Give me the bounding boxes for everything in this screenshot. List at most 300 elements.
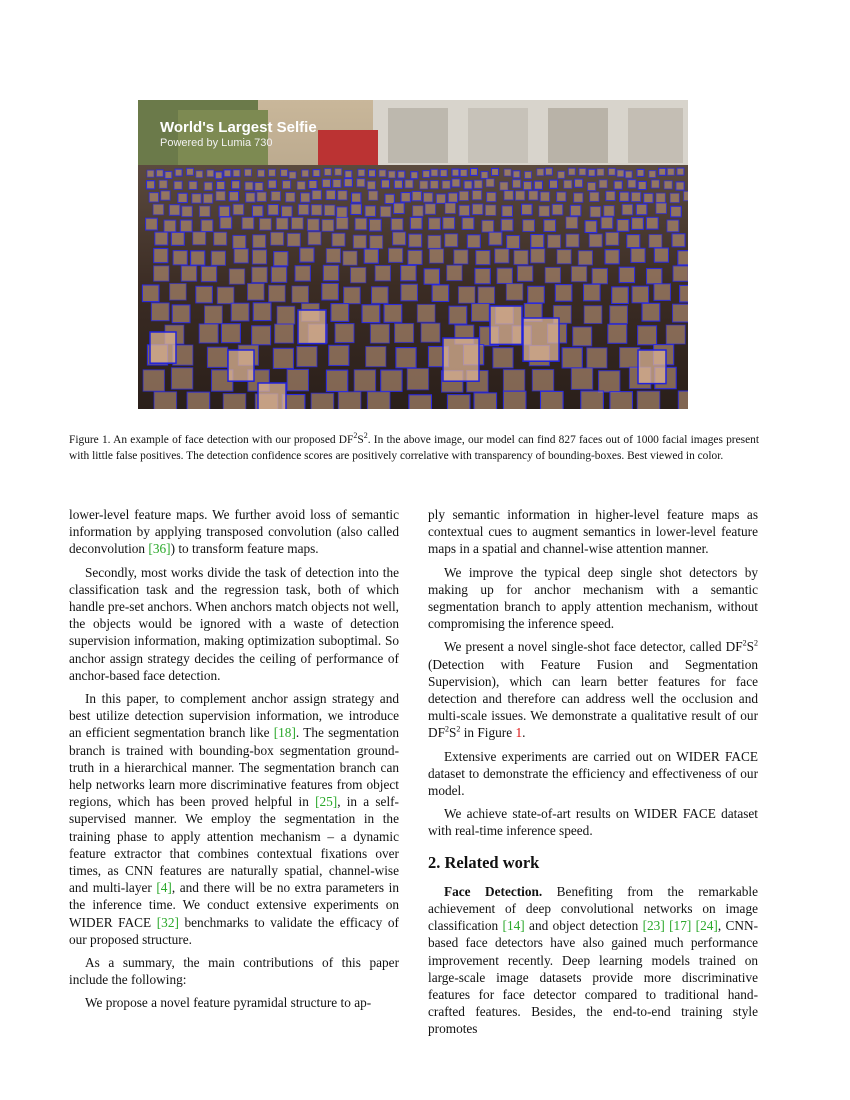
face-detection-box: [507, 236, 520, 249]
paragraph: As a summary, the main contributions of this paper include the following:: [69, 955, 399, 988]
face-detection-box: [532, 370, 553, 391]
face-detection-box: [474, 393, 497, 409]
face-detection-box: [275, 324, 294, 343]
face-detection-box: [204, 182, 212, 190]
face-detection-box: [276, 218, 288, 230]
face-detection-box: [667, 168, 674, 175]
face-detection-box: [592, 268, 607, 283]
contribution-item: We propose a novel feature pyramidal structure to ap-: [85, 995, 372, 1011]
face-detection-box: [353, 235, 366, 248]
face-detection-box: [601, 217, 613, 229]
face-detection-box: [459, 191, 468, 200]
face-detection-box: [500, 182, 508, 190]
face-detection-box: [504, 169, 511, 176]
face-detection-box: [246, 193, 255, 202]
face-detection-box: [571, 368, 592, 389]
face-detection-box: [154, 249, 168, 263]
face-detection-box: [548, 235, 561, 248]
face-detection-box: [368, 191, 377, 200]
face-detection-box: [153, 204, 164, 215]
face-detection-box: [672, 234, 685, 247]
face-detection-box: [175, 169, 182, 176]
citation-link[interactable]: [14]: [502, 918, 525, 934]
face-detection-box: [409, 395, 432, 409]
face-detection-box: [544, 220, 556, 232]
face-detection-box: [258, 383, 286, 409]
face-detection-box: [531, 249, 545, 263]
face-detection-box: [424, 269, 439, 284]
face-detection-box: [297, 347, 317, 367]
face-detection-box: [268, 180, 276, 188]
face-detection-box: [169, 205, 180, 216]
face-detection-box: [338, 191, 347, 200]
face-detection-box: [617, 170, 624, 177]
face-detection-box: [282, 206, 293, 217]
face-detection-box: [331, 304, 349, 322]
face-detection-box: [332, 233, 345, 246]
face-detection-box: [487, 192, 496, 201]
face-detection-box: [642, 303, 660, 321]
face-detection-box: [637, 391, 660, 409]
face-detection-box: [282, 181, 290, 189]
face-detection-box: [329, 345, 349, 365]
face-detection-box: [401, 193, 410, 202]
face-detection-box: [252, 267, 267, 282]
face-detection-box: [432, 285, 449, 302]
face-detection-box: [298, 204, 309, 215]
face-detection-box: [599, 180, 607, 188]
face-detection-box: [677, 168, 684, 175]
face-detection-box: [531, 235, 544, 248]
face-detection-box: [370, 236, 383, 249]
face-detection-box: [443, 217, 455, 229]
face-detection-box: [659, 168, 666, 175]
face-detection-box: [599, 371, 620, 392]
face-detection-box: [389, 248, 403, 262]
face-detection-box: [514, 250, 528, 264]
face-detection-box: [664, 181, 672, 189]
face-detection-box: [420, 181, 428, 189]
face-detection-box: [216, 191, 225, 200]
face-detection-box: [421, 323, 440, 342]
face-detection-box: [513, 180, 521, 188]
face-detection-box: [606, 232, 619, 245]
face-detection-box: [646, 217, 658, 229]
face-detection-box: [395, 324, 414, 343]
face-detection-box: [308, 232, 321, 245]
face-detection-box: [295, 266, 310, 281]
face-detection-box: [605, 250, 619, 264]
figure-caption: Figure 1. An example of face detection with our proposed $DF^2S^2$. In the above image, our model can find 827 faces out of 1000 facial images present with little false positives. The detection confidence scores are positively correlative with transparency of bounding-boxes. Best viewed in color.: [69, 431, 759, 462]
face-detection-box: [678, 251, 688, 265]
face-detection-box: [410, 217, 422, 229]
face-detection-box: [324, 169, 331, 176]
face-detection-box: [219, 206, 230, 217]
face-detection-box: [568, 168, 575, 175]
face-detection-box: [337, 207, 348, 218]
face-detection-box: [590, 207, 601, 218]
left-column: [69, 506, 399, 1018]
face-detection-box: [497, 268, 512, 283]
face-detection-box: [612, 287, 629, 304]
face-detection-box: [584, 306, 602, 324]
face-detection-box: [523, 318, 559, 361]
face-detection-box: [638, 181, 646, 189]
face-detection-box: [234, 249, 248, 263]
face-detection-box: [369, 219, 381, 231]
face-detection-box: [632, 218, 644, 230]
face-detection-box: [515, 191, 524, 200]
face-detection-box: [620, 192, 629, 201]
face-detection-box: [608, 168, 615, 175]
face-detection-box: [187, 168, 194, 175]
face-detection-box: [224, 170, 231, 177]
face-detection-box: [588, 169, 595, 176]
face-detection-box: [614, 181, 622, 189]
face-detection-box: [671, 206, 682, 217]
face-detection-box: [649, 235, 662, 248]
face-detection-box: [258, 170, 265, 177]
face-detection-box: [459, 205, 470, 216]
face-detection-box: [307, 219, 319, 231]
face-detection-box: [300, 248, 314, 262]
face-detection-box: [575, 179, 583, 187]
face-detection-box: [229, 192, 238, 201]
face-detection-box: [335, 324, 354, 343]
face-detection-box: [358, 169, 365, 176]
face-detection-box: [292, 286, 309, 303]
face-detection-box: [260, 218, 272, 230]
contribution-item: We achieve state-of-art results on WIDER FACE dataset with real-time inference speed.: [428, 806, 758, 839]
face-detection-box: [523, 182, 531, 190]
face-detection-box: [164, 220, 176, 232]
face-detection-box: [656, 193, 665, 202]
face-detection-box: [573, 327, 592, 346]
face-detection-box: [666, 325, 685, 344]
face-detection-box: [203, 194, 212, 203]
face-detection-box: [651, 180, 659, 188]
face-detection-box: [597, 169, 604, 176]
face-detection-box: [443, 338, 479, 381]
face-detection-box: [464, 181, 472, 189]
face-detection-box: [405, 180, 413, 188]
face-detection-box: [417, 304, 435, 322]
face-detection-box: [375, 266, 390, 281]
face-detection-box: [472, 304, 490, 322]
face-detection-box: [326, 190, 335, 199]
face-detection-box: [354, 370, 375, 391]
face-detection-box: [364, 249, 378, 263]
face-detection-box: [458, 287, 475, 304]
face-detection-box: [447, 265, 462, 280]
face-detection-box: [445, 234, 458, 247]
face-detection-box: [448, 193, 457, 202]
face-detection-box: [192, 194, 201, 203]
face-detection-box: [147, 170, 154, 177]
face-detection-box: [242, 217, 254, 229]
face-detection-box: [196, 171, 203, 178]
face-detection-box: [486, 179, 494, 187]
face-detection-box: [381, 180, 389, 188]
face-detection-box: [632, 286, 649, 303]
face-detection-box: [338, 392, 361, 409]
citation-link[interactable]: [32]: [156, 914, 179, 930]
face-detection-box: [454, 250, 468, 264]
face-detection-box: [471, 168, 478, 175]
face-detection-box: [393, 232, 406, 245]
face-detection-box: [207, 347, 227, 367]
face-detection-box: [425, 204, 436, 215]
face-detection-box: [271, 267, 286, 282]
face-detection-box: [214, 232, 227, 245]
face-detection-box: [379, 170, 386, 177]
face-detection-box: [271, 232, 284, 245]
face-detection-box: [155, 232, 168, 245]
contribution-item: Extensive experiments are carried out on WIDER FACE dataset to demonstrate the efficiency and effectiveness of our model.: [428, 748, 758, 799]
face-detection-box: [647, 269, 662, 284]
face-detection-box: [151, 303, 169, 321]
face-detection-box: [413, 206, 424, 217]
citation-link[interactable]: [36]: [148, 541, 171, 557]
face-detection-box: [257, 192, 266, 201]
face-detection-box: [248, 284, 265, 301]
face-detection-box: [394, 203, 405, 214]
face-detection-box: [344, 179, 352, 187]
face-detection-box: [171, 368, 192, 389]
citation-link[interactable]: [18]: [273, 725, 296, 741]
face-detection-box: [622, 204, 633, 215]
face-detection-box: [608, 324, 627, 343]
citation-link[interactable]: [23]: [642, 918, 665, 934]
face-detection-box: [365, 206, 376, 217]
face-detection-box: [423, 193, 432, 202]
face-detection-box: [232, 181, 240, 189]
face-detection-box: [345, 171, 352, 178]
face-detection-box: [570, 205, 581, 216]
face-detection-box: [654, 284, 671, 301]
citation-link[interactable]: [24]: [695, 918, 718, 934]
contribution-item: ply semantic information in higher-level feature maps as contextual cues to augment semantics in lower-level feature maps in a spatial and channel-wise attention manner.: [428, 507, 758, 557]
face-detection-box: [474, 180, 482, 188]
face-detection-box: [233, 235, 246, 248]
face-detection-box: [302, 170, 309, 177]
face-detection-box: [654, 248, 668, 262]
face-detection-box: [311, 205, 322, 216]
face-detection-box: [233, 204, 244, 215]
face-detection-box: [411, 172, 418, 179]
face-detection-box: [462, 218, 474, 230]
face-detection-box: [492, 169, 499, 176]
face-detection-box: [357, 179, 365, 187]
paragraph: Face Detection. Benefiting from the remarkable achievement of deep convolutional networks on image classification [14] and object detection [23] [17] [24], CNN-based face detectors have also gained much performance improvement recently. Deep learning models trained on large-scale image datasets provide more discriminative features for face detector compared to traditional hand-crafted features. Besides, the end-to-end training style promotes: [428, 883, 759, 1037]
paragraph: In this paper, to complement anchor assign strategy and best utilize detection supervision information, we introduce an efficient segmentation branch like [18]. The segmentation branch is trained with bounding-box segmentation ground-truth in a hierarchical manner. The segmentation branch can help networks learn more discriminative features from object regions, which has been proved helpful in [25], in a self-supervised manner. We employ the segmentation in the training phase to apply attention mechanism – a dynamic feature extractor that combines contextual fixations over times, as CNN features are naturally spatial, channel-wise and multi-layer [4], and there will be no extra parameters in the inference time. We conduct extensive experiments on WIDER FACE [32] benchmarks to validate the efficacy of our proposed structure.: [69, 691, 399, 947]
section-heading: 2. Related work: [428, 852, 540, 872]
face-detection-box: [571, 266, 586, 281]
face-detection-box: [372, 287, 389, 304]
face-detection-box: [636, 204, 647, 215]
face-detection-box: [558, 171, 565, 178]
face-detection-box: [381, 370, 402, 391]
face-detection-box: [231, 303, 249, 321]
face-detection-box: [215, 172, 222, 179]
face-detection-box: [149, 193, 158, 202]
face-detection-box: [380, 206, 391, 217]
face-detection-box: [673, 304, 689, 322]
face-detection-box: [344, 287, 361, 304]
face-detection-box: [680, 285, 688, 302]
face-detection-box: [182, 206, 193, 217]
face-detection-box: [610, 306, 628, 324]
face-detection-box: [637, 169, 644, 176]
face-detection-box: [442, 181, 450, 189]
face-detection-box: [504, 191, 513, 200]
face-detection-box: [313, 170, 320, 177]
face-detection-box: [187, 392, 210, 409]
face-detection-box: [467, 235, 480, 248]
face-detection-box: [631, 248, 645, 262]
face-detection-box: [472, 204, 483, 215]
face-detection-box: [289, 172, 296, 179]
face-detection-box: [326, 249, 340, 263]
face-detection-box: [271, 191, 280, 200]
figure-reference-link[interactable]: 1: [515, 725, 523, 741]
face-detection-box: [253, 235, 266, 248]
face-detection-box: [617, 220, 629, 232]
face-detection-box: [529, 191, 538, 200]
face-detection-box: [684, 191, 688, 200]
face-detection-box: [525, 172, 532, 179]
face-detection-box: [181, 266, 196, 281]
face-detection-box: [579, 168, 586, 175]
face-detection-box: [367, 181, 375, 189]
face-detection-box: [552, 204, 563, 215]
face-detection-box: [429, 218, 441, 230]
face-detection-box: [619, 267, 634, 282]
face-detection-box: [142, 285, 159, 302]
face-detection-box: [401, 284, 418, 301]
face-detection-box: [322, 179, 330, 187]
caption-label: Figure 1.: [69, 434, 111, 446]
citation-link[interactable]: [17]: [669, 918, 692, 934]
face-detection-box: [590, 192, 599, 201]
face-detection-box: [170, 284, 187, 301]
face-detection-box: [564, 180, 572, 188]
face-detection-box: [649, 171, 656, 178]
face-detection-box: [490, 306, 522, 344]
face-detection-box: [625, 171, 632, 178]
face-detection-box: [517, 266, 532, 281]
face-detection-box: [452, 169, 459, 176]
face-detection-box: [191, 251, 205, 265]
face-detection-box: [423, 171, 430, 178]
face-detection-box: [545, 168, 552, 175]
face-detection-box: [301, 193, 310, 202]
face-detection-box: [154, 266, 169, 281]
contribution-item: We present a novel single-shot face detector, called $DF^2S^2$ (Detection with Feature Fusion and Segmentation Supervision), which can learn better features for face detection and therefore can address well the occlusion and multi-scale issues. We demonstrate a qualitative result of our $DF^2S^2$ in Figure 1.: [428, 639, 758, 741]
face-detection-box: [333, 179, 341, 187]
face-detection-box: [431, 169, 438, 176]
face-detection-box: [388, 171, 395, 178]
face-detection-box: [606, 191, 615, 200]
face-detection-box: [252, 206, 263, 217]
face-detection-box: [541, 391, 564, 409]
face-detection-box: [312, 190, 321, 199]
face-detection-box: [193, 232, 206, 245]
face-detection-box: [150, 332, 176, 363]
face-detection-box: [638, 326, 657, 345]
face-detection-box: [678, 391, 688, 409]
face-detection-box: [352, 193, 361, 202]
paragraph-runin-heading: Face Detection.: [444, 883, 543, 899]
face-detection-box: [460, 169, 467, 176]
contribution-item: We improve the typical deep single shot detectors by making up for anchor mechanism with a semantic segmentation branch to apply attention mechanism, without compromising the inference speed.: [428, 564, 758, 632]
face-detection-box: [253, 303, 271, 321]
citation-link[interactable]: [4]: [156, 880, 172, 896]
face-detection-box: [627, 235, 640, 248]
face-detection-box: [557, 192, 566, 201]
face-detection-box: [528, 286, 545, 303]
face-detection-box: [201, 220, 213, 232]
face-detection-box: [501, 219, 513, 231]
face-detection-box: [513, 171, 520, 178]
paragraph: Secondly, most works divide the task of detection into the classification task and the regression task, both of which handle pre-set anchors. When anchors match objects not well, the objects would be ignored with a waste of detection supervision information, making optimization suboptimal. So anchor assign strategy decides the ceiling of performance of anchor-based face detection.: [69, 564, 399, 683]
face-detection-box: [522, 204, 533, 215]
face-detection-box: [223, 394, 246, 409]
face-detection-box: [196, 286, 213, 303]
face-detection-box: [369, 170, 376, 177]
face-detection-box: [199, 206, 210, 217]
face-detection-box: [676, 182, 684, 190]
face-detection-box: [189, 181, 197, 189]
face-detection-box: [351, 204, 362, 215]
face-detection-box: [436, 194, 445, 203]
face-detection-box: [396, 348, 416, 368]
face-detection-box: [557, 250, 571, 264]
overlay-title: World's Largest Selfie: [160, 119, 317, 136]
face-detection-box: [495, 249, 509, 263]
face-detection-box: [503, 370, 524, 391]
face-detection-box: [537, 169, 544, 176]
face-detection-box: [281, 169, 288, 176]
face-detection-box: [229, 269, 244, 284]
face-detection-box: [326, 370, 347, 391]
face-detection-box: [440, 170, 447, 177]
face-detection-box: [503, 391, 526, 409]
face-detection-box: [481, 172, 488, 179]
face-detection-box: [523, 220, 535, 232]
face-detection-box: [452, 179, 460, 187]
right-column: [428, 506, 758, 1044]
face-detection-box: [545, 267, 560, 282]
face-detection-box: [233, 170, 240, 177]
face-detection-box: [297, 181, 305, 189]
face-detection-box: [322, 220, 334, 232]
face-detection-box: [540, 192, 549, 201]
citation-link[interactable]: [25]: [315, 794, 338, 810]
face-detection-box: [159, 180, 167, 188]
face-detection-box: [562, 348, 582, 368]
face-detection-box: [245, 182, 253, 190]
face-detection-box: [174, 181, 182, 189]
face-detection-box: [574, 193, 583, 202]
face-detection-box: [485, 205, 496, 216]
face-detection-box: [589, 234, 602, 247]
figure-1: [138, 100, 688, 409]
face-detection-box: [362, 305, 380, 323]
face-detection-box: [180, 220, 192, 232]
face-detection-box: [268, 205, 279, 216]
face-detection-box: [178, 193, 187, 202]
